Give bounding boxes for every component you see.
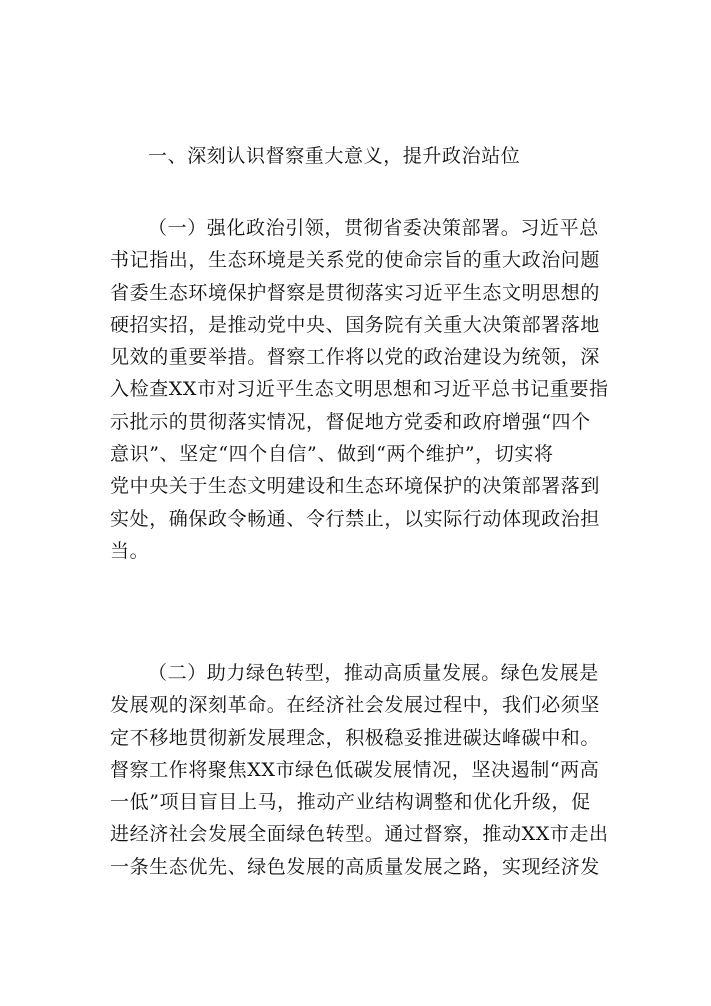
paragraph-line: 省委生态环境保护督察是贯彻落实习近平生态文明思想的 — [110, 281, 601, 304]
paragraph-line: （一）强化政治引领，贯彻省委决策部署。习近平总 — [148, 217, 599, 239]
paragraph-line: 实处，确保政令畅通、令行禁止，以实际行动体现政治担 — [110, 507, 601, 530]
paragraph-line: 书记指出，生态环境是关系党的使命宗旨的重大政治问题 — [110, 249, 601, 272]
paragraph-line: 一低”项目盲目上马，推动产业结构调整和优化升级，促 — [110, 791, 591, 814]
paragraph-2 — [110, 657, 610, 883]
paragraph-line: 进经济社会发展全面绿色转型。通过督察，推动XX市走出 — [110, 823, 609, 846]
paragraph-line: 党中央关于生态文明建设和生态环境保护的决策部署落到 — [110, 475, 601, 498]
paragraph-line: （二）助力绿色转型，推动高质量发展。绿色发展是 — [148, 662, 599, 684]
paragraph-line: 意识”、坚定“四个自信”、做到“两个维护”，切实将 — [110, 443, 554, 466]
paragraph-line: 督察工作将聚焦XX市绿色低碳发展情况，坚决遏制“两高 — [110, 758, 600, 781]
paragraph-line: 硬招实招，是推动党中央、国务院有关重大决策部署落地 — [110, 313, 601, 336]
paragraph-line: 当。 — [110, 539, 150, 562]
paragraph-line: 入检查XX市对习近平生态文明思想和习近平总书记重要指 — [110, 378, 609, 401]
paragraph-line: 定不移地贯彻新发展理念，积极稳妥推进碳达峰碳中和。 — [110, 726, 601, 749]
section-heading: 一、深刻认识督察重大意义，提升政治站位 — [148, 145, 521, 167]
paragraph-1 — [110, 212, 610, 567]
paragraph-line: 一条生态优先、绿色发展的高质量发展之路，实现经济发 — [110, 855, 601, 878]
paragraph-line: 示批示的贯彻落实情况，督促地方党委和政府增强“四个 — [110, 410, 591, 433]
paragraph-line: 见效的重要举措。督察工作将以党的政治建设为统领，深 — [110, 346, 601, 369]
paragraph-line: 发展观的深刻革命。在经济社会发展过程中，我们必须坚 — [110, 694, 601, 717]
